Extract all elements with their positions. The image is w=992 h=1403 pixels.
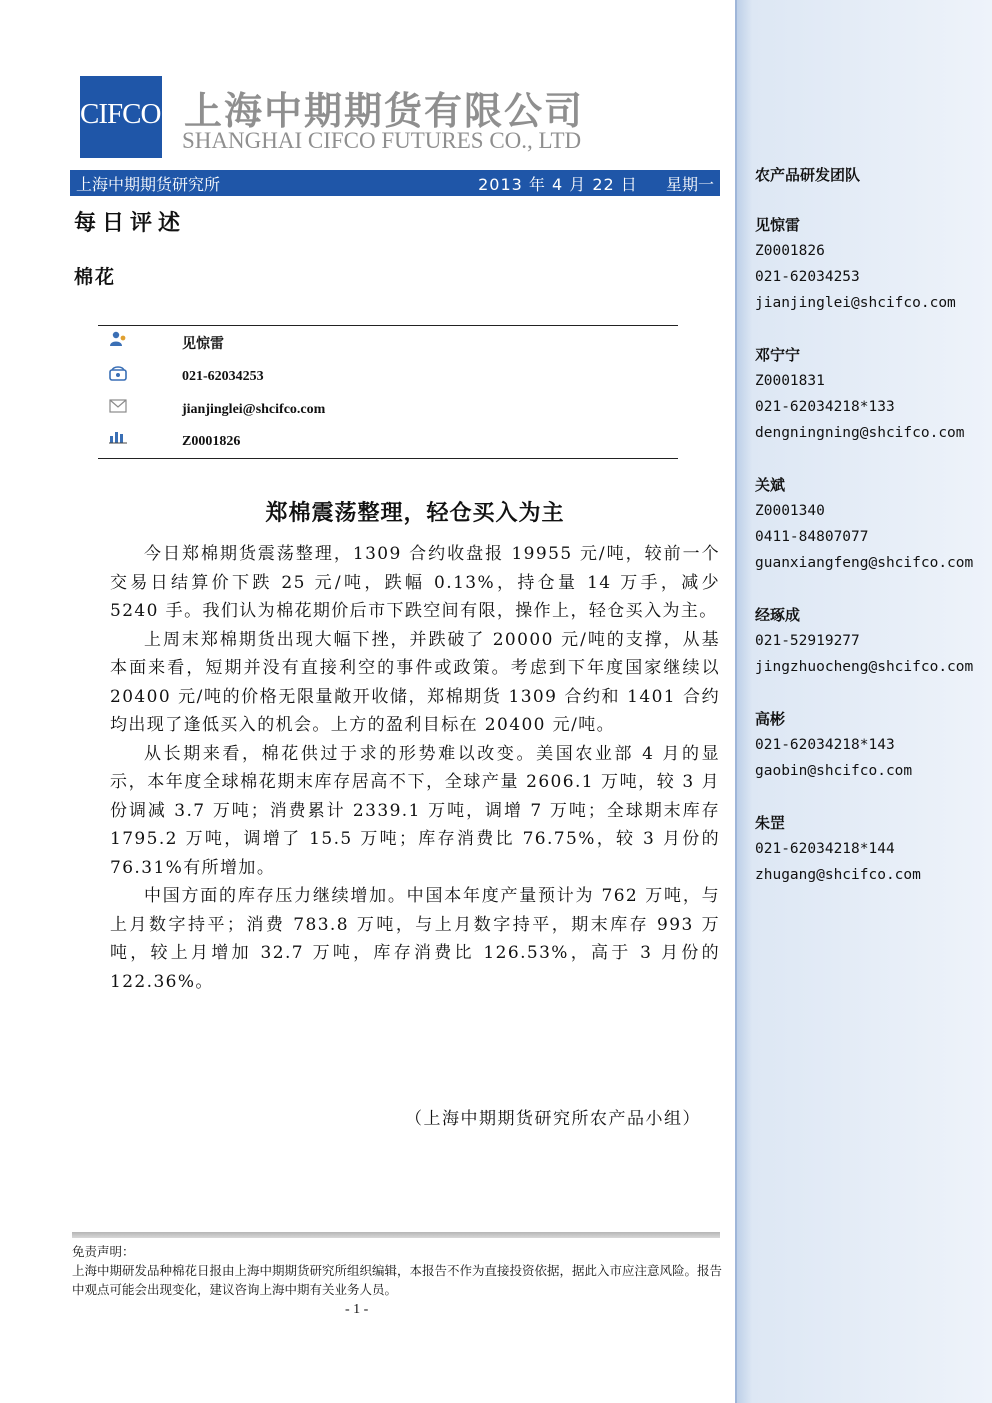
disclaimer (72, 1242, 722, 1299)
disclaimer-title: 免责声明： (72, 1244, 135, 1259)
member-email[interactable]: zhugang@shcifco.com (755, 867, 921, 883)
article-paragraph: 上周末郑棉期货出现大幅下挫，并跌破了 20000 元/吨的支撑，从基本面来看，短期并没有直接利空的事件或政策。考虑到下年度国家继续以 20400 元/吨的价格无限量敞开收储，郑棉期货 1309 合约和 1401 合约均出现了逢低买入的机会。上方的盈利目标在 20400 元/吨。 (110, 629, 720, 735)
institute-name: 上海中期期货研究所 (76, 174, 221, 194)
company-name-en: SHANGHAI CIFCO FUTURES CO., LTD (182, 128, 582, 153)
team-member (755, 212, 956, 316)
company-name-cn: 上海中期期货有限公司 (184, 89, 585, 133)
phone-icon (108, 366, 128, 382)
report-date: 2013 年 4 月 22 日 (478, 174, 638, 194)
section-subtitle: 棉花 (74, 266, 117, 288)
footer-rule (72, 1232, 720, 1238)
page-number: - 1 - (345, 1302, 369, 1317)
mail-icon (108, 398, 128, 414)
report-weekday: 星期一 (665, 174, 714, 194)
member-line: 021-62034253 (755, 269, 860, 285)
member-line: 021-62034218*143 (755, 737, 895, 753)
member-name: 朱罡 (755, 814, 786, 832)
team-member (755, 342, 965, 446)
contact-phone: 021-62034253 (182, 369, 264, 384)
member-email[interactable]: dengningning@shcifco.com (755, 425, 965, 441)
member-line: 0411-84807077 (755, 529, 869, 545)
member-name: 邓宁宁 (755, 346, 801, 364)
team-member (755, 810, 921, 888)
member-email[interactable]: jianjinglei@shcifco.com (755, 295, 956, 311)
member-name: 见惊雷 (755, 216, 801, 234)
member-name: 经琢成 (755, 606, 801, 624)
contact-license: Z0001826 (182, 434, 241, 449)
person-icon (108, 331, 128, 347)
sidebar-panel (735, 0, 992, 1403)
team-member (755, 706, 912, 784)
member-line: Z0001340 (755, 503, 825, 519)
contact-bottom-rule (98, 458, 678, 459)
member-email[interactable]: jingzhuocheng@shcifco.com (755, 659, 974, 675)
team-member (755, 472, 973, 576)
contact-email: jianjinglei@shcifco.com (182, 402, 326, 417)
section-title: 每日评述 (74, 211, 187, 236)
member-line: 021-62034218*133 (755, 399, 895, 415)
contact-top-rule (98, 325, 678, 326)
member-line: 021-52919277 (755, 633, 860, 649)
contact-name: 见惊雷 (182, 337, 224, 352)
member-name: 关斌 (755, 476, 786, 494)
chart-icon (108, 428, 128, 444)
member-email[interactable]: guanxiangfeng@shcifco.com (755, 555, 974, 571)
member-line: Z0001826 (755, 243, 825, 259)
member-line: 021-62034218*144 (755, 841, 895, 857)
article-body (110, 540, 720, 996)
article-paragraph: 今日郑棉期货震荡整理，1309 合约收盘报 19955 元/吨，较前一个交易日结算价下跌 25 元/吨，跌幅 0.13%，持仓量 14 万手，减少 5240 手。我们认为棉花期价后市下跌空间有限，操作上，轻仓买入为主。 (110, 544, 720, 621)
header-bar (70, 170, 720, 196)
date-block (478, 172, 714, 195)
article-signature: （上海中期期货研究所农产品小组） (405, 1109, 701, 1129)
article-paragraph: 从长期来看，棉花供过于求的形势难以改变。美国农业部 4 月的显示，本年度全球棉花期末库存居高不下，全球产量 2606.1 万吨，较 3 月份调减 3.7 万吨；消费累计 2339.1 万吨，调增 7 万吨；全球期末库存 1795.2 万吨，调增了 15.5 万吨；库存消费比 76.75%，较 3 月份的 76.31%有所增加。 (110, 743, 720, 878)
sidebar-heading: 农产品研发团队 (755, 166, 861, 184)
logo-text-value: CIFCO (80, 98, 161, 130)
article-title: 郑棉震荡整理，轻仓买入为主 (265, 501, 565, 526)
disclaimer-text: 上海中期研发品种棉花日报由上海中期期货研究所组织编辑，本报告不作为直接投资依据，据此入市应注意风险。报告中观点可能会出现变化，建议咨询上海中期有关业务人员。 (72, 1263, 723, 1297)
member-name: 高彬 (755, 710, 786, 728)
team-member (755, 602, 973, 680)
member-email[interactable]: gaobin@shcifco.com (755, 763, 913, 779)
logo-text (80, 98, 164, 131)
article-paragraph: 中国方面的库存压力继续增加。中国本年度产量预计为 762 万吨，与上月数字持平；消费 783.8 万吨，与上月数字持平，期末库存 993 万吨，较上月增加 32.7 万吨，库存消费比 126.53%，高于 3 月份的 122.36%。 (110, 886, 720, 992)
member-line: Z0001831 (755, 373, 825, 389)
